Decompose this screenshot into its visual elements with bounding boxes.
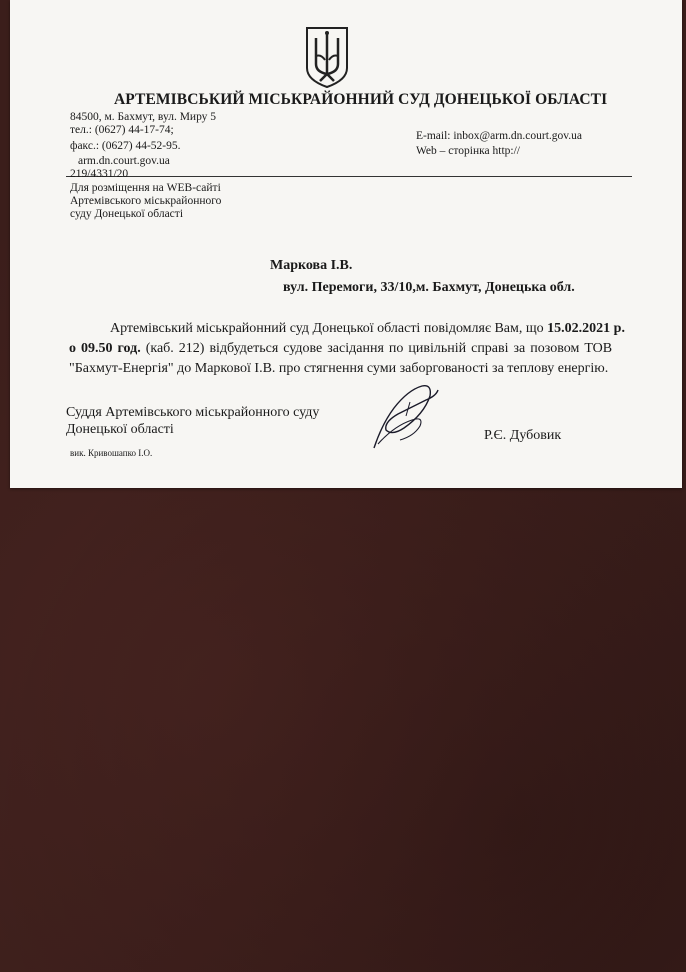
hearing-time: о 09.50 год.	[69, 341, 141, 356]
court-phone: тел.: (0627) 44-17-74;	[70, 124, 174, 136]
body-line-2	[69, 341, 612, 357]
body-line-1-text: Артемівський міськрайонний суд Донецької області повідомляє Вам, що	[110, 321, 548, 336]
court-fax: факс.: (0627) 44-52-95.	[70, 140, 181, 152]
court-name-heading: АРТЕМІВСЬКИЙ МІСЬКРАЙОННИЙ СУД ДОНЕЦЬКОЇ ОБЛАСТІ	[114, 91, 608, 108]
court-email: E-mail: inbox@arm.dn.court.gov.ua	[416, 130, 583, 142]
publication-note-line3: суду Донецької області	[70, 208, 184, 220]
recipient-address: вул. Перемоги, 33/10,м. Бахмут, Донецька обл.	[283, 280, 575, 295]
executor-note: вик. Кривошапко І.О.	[70, 448, 153, 458]
body-line-2-text: (каб. 212) відбудеться судове засідання по цивільній справі за позовом ТОВ	[140, 341, 613, 356]
publication-note-line1: Для розміщення на WEB-сайті	[70, 182, 221, 194]
judge-name: Р.Є. Дубовик	[484, 428, 562, 443]
body-line-3: "Бахмут-Енергія" до Маркової І.В. про стягнення суми заборгованості за теплову енергію.	[69, 361, 609, 376]
case-number: 219/4331/20	[70, 168, 129, 180]
court-address: 84500, м. Бахмут, вул. Миру 5	[70, 111, 217, 123]
publication-note-line2: Артемівського міськрайонного	[70, 195, 222, 207]
court-site: arm.dn.court.gov.ua	[78, 155, 170, 167]
judge-title-line2: Донецької області	[66, 422, 174, 437]
judge-title-line1: Суддя Артемівського міськрайонного суду	[66, 405, 320, 420]
header-divider	[66, 176, 632, 177]
handwritten-signature	[364, 380, 444, 454]
body-line-1	[110, 321, 625, 337]
coat-of-arms-icon	[303, 24, 351, 90]
hearing-date: 15.02.2021 р.	[547, 321, 625, 336]
recipient-name: Маркова І.В.	[270, 258, 353, 273]
court-notice-page	[10, 0, 682, 488]
court-web: Web – сторінка http://	[416, 145, 520, 157]
